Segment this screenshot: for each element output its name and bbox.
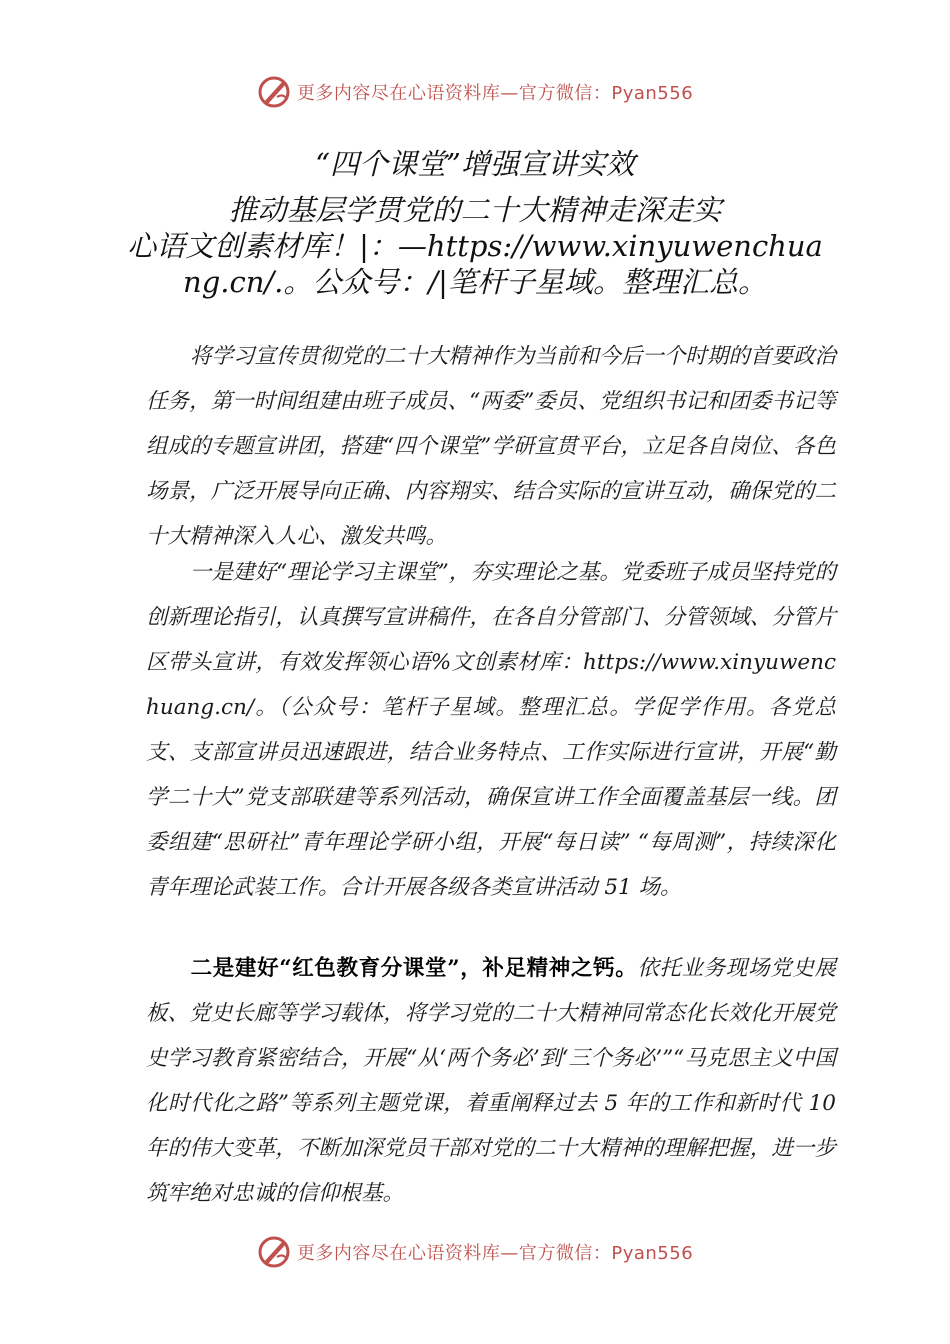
quill-logo-icon [257,75,291,109]
paragraph-intro [146,334,836,559]
title-line-3: 心语文创素材库！|：—https://www.xinyuwenchuang.cn/.。公众号：/|笔杆子星域。整理汇总。 [127,229,823,299]
title-line-2: 推动基层学贯党的二十大精神走深走实 [228,193,722,227]
title-line-1: “四个课堂”增强宣讲实效 [315,147,635,181]
paragraph-red-body: 依托业务现场党史展板、党史长廊等学习载体，将学习党的二十大精神同常态化长效化开展党史学习教育紧密结合，开展“从‘两个务必’到‘三个务必’”“马克思主义中国化时代化之路”等系列主题党课，着重阐释过去 5 年的工作和新时代 10 年的伟大变革，不断加深党员干部对党的二十大精神的理解把握，进一步筑牢绝对忠诚的信仰根基。 [146,956,836,1206]
header-banner [0,72,950,112]
paragraph-theory-text: 一是建好“理论学习主课堂”，夯实理论之基。党委班子成员坚持党的创新理论指引，认真撰写宣讲稿件，在各自分管部门、分管领域、分管片区带头宣讲，有效发挥领心语%文创素材库：https://www.xinyuwenchuang.cn/。（公众号：笔杆子星域。整理汇总。学促学作用。各党总支、支部宣讲员迅速跟进，结合业务特点、工作实际进行宣讲，开展“勤学二十大”党支部联建等系列活动，确保宣讲工作全面覆盖基层一线。团委组建“思研社”青年理论学研小组，开展“每日读” “每周测”，持续深化青年理论武装工作。合计开展各级各类宣讲活动 51 场。 [146,560,836,900]
paragraph-intro-text: 将学习宣传贯彻党的二十大精神作为当前和今后一个时期的首要政治任务，第一时间组建由班子成员、“两委”委员、党组织书记和团委书记等组成的专题宣讲团，搭建“四个课堂”学研宣贯平台，立足各自岗位、各色场景，广泛开展导向正确、内容翔实、结合实际的宣讲互动，确保党的二十大精神深入人心、激发共鸣。 [146,344,836,549]
footer-banner [0,1232,950,1272]
paragraph-red-education [146,946,836,1216]
banner-text: 更多内容尽在心语资料库—官方微信：Pyan556 [296,1243,694,1264]
paragraph-theory-classroom [146,550,836,910]
paragraph-red-lead: 二是建好“红色教育分课堂”，补足精神之钙。 [190,956,638,981]
quill-logo-icon [257,1235,291,1269]
banner-text: 更多内容尽在心语资料库—官方微信：Pyan556 [296,83,694,104]
